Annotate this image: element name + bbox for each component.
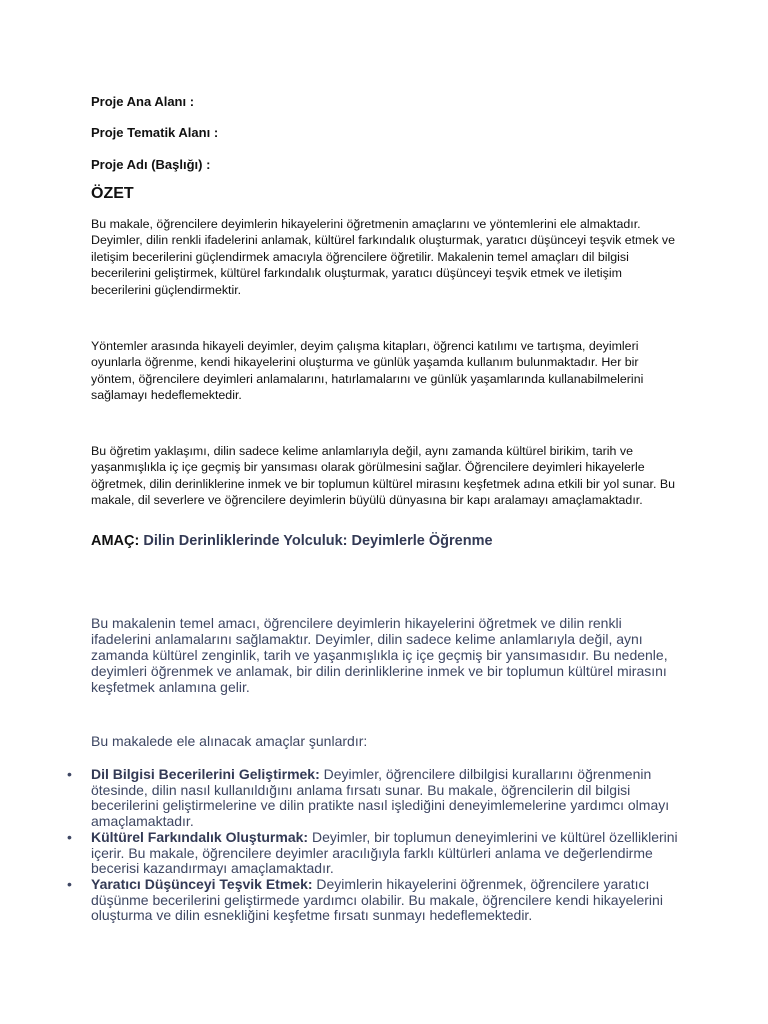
- amac-label: AMAÇ:: [91, 533, 140, 549]
- list-item: [67, 875, 683, 924]
- bullet-icon: •: [67, 828, 72, 845]
- bullet-icon: •: [67, 766, 72, 782]
- amac-paragraph: Bu makalenin temel amacı, öğrencilere deyimlerin hikayelerini öğretmek ve dilin renkli ifadelerini anlamalarını sağlamaktır. Deyimler, dilin sadece kelime anlamlarıyla değil, aynı zamanda kültürel zenginlik, tarih ve yaşanmışlıkla iç içe geçmiş bir yansımasıdır. Bu nedenle, deyimleri öğrenmek ve anlamak, bir dilin derinliklerine inmek ve bir toplumun kültürel mirasını keşfetmek anlamına gelir.: [91, 615, 668, 695]
- field-proje-ana-alani: Proje Ana Alanı :: [91, 94, 195, 109]
- field-proje-tematik-alani: Proje Tematik Alanı :: [91, 125, 219, 140]
- amac-list: [67, 766, 683, 924]
- field-proje-adi: Proje Adı (Başlığı) :: [91, 157, 211, 172]
- list-item-text: Deyimler, öğrencilere dilbilgisi kurallarını öğrenmenin ötesinde, dilin nasıl kullanıldığını anlama fırsatı sunar. Bu makale, öğrencilerin dil bilgisi becerilerini geliştirmelerine ve dilin pratikte nasıl işlediğini deneyimlemelerine yardımcı olmayı amaçlamaktadır.: [91, 766, 670, 830]
- list-item-term: Dil Bilgisi Becerilerini Geliştirmek:: [91, 766, 320, 782]
- list-item-text: Deyimler, bir toplumun deneyimlerini ve kültürel özelliklerini içerir. Bu makale, öğrencilere deyimler aracılığıyla farklı kültürleri anlama ve değerlendirme becerisi kazandırmayı amaçlamaktadır.: [91, 828, 678, 877]
- list-item-term: Kültürel Farkındalık Oluşturmak:: [91, 828, 309, 845]
- amac-title: Dilin Derinliklerinde Yolculuk: Deyimlerle Öğrenme: [143, 533, 493, 549]
- amac-heading: [91, 533, 493, 549]
- list-item-text: Deyimlerin hikayelerini öğrenmek, öğrencilere yaratıcı düşünme becerilerini geliştirmede yardımcı olabilir. Bu makale, öğrencilere kendi hikayelerini oluşturma ve dilin esnekliğini keşfetme fırsatı sunmayı hedeflemektedir.: [91, 875, 663, 924]
- ozet-paragraph-3: Bu öğretim yaklaşımı, dilin sadece kelime anlamlarıyla değil, aynı zamanda kültürel birikim, tarih ve yaşanmışlıkla iç içe geçmiş bir yansıması olarak görülmesini sağlar. Öğrencilere deyimleri hikayelerle öğretmek, dilin derinliklerine inmek ve bir toplumun kültürel mirasını keşfetmek adına etkili bir yol sunar. Bu makale, dil severlere ve öğrencilere deyimlerin büyülü dünyasına bir kapı aralamayı amaçlamaktadır.: [91, 444, 675, 508]
- amac-intro: Bu makalede ele alınacak amaçlar şunlardır:: [91, 733, 368, 749]
- list-item: [67, 766, 683, 830]
- ozet-paragraph-2: Yöntemler arasında hikayeli deyimler, deyim çalışma kitapları, öğrenci katılımı ve tartışma, deyimleri oyunlarla öğrenme, kendi hikayelerini oluşturma ve günlük yaşamda kullanım bulunmaktadır. Her bir yöntem, öğrencilere deyimleri anlamalarını, hatırlamalarını ve günlük yaşamlarında kullanabilmelerini sağlamayı hedeflemektedir.: [91, 339, 644, 403]
- list-item: [67, 828, 683, 877]
- ozet-heading: ÖZET: [91, 185, 134, 202]
- ozet-paragraph-1: Bu makale, öğrencilere deyimlerin hikayelerini öğretmenin amaçlarını ve yöntemlerini ele almaktadır. Deyimler, dilin renkli ifadelerini anlamak, kültürel farkındalık oluşturmak, yaratıcı düşünceyi teşvik etmek ve iletişim becerilerini güçlendirmek amacıyla öğrencilere öğretilir. Makalenin temel amaçları dil bilgisi becerilerini geliştirmek, kültürel farkındalık oluşturmak, yaratıcı düşünceyi teşvik etmek ve iletişim becerilerini güçlendirmektir.: [91, 217, 675, 297]
- bullet-icon: •: [67, 875, 72, 892]
- list-item-term: Yaratıcı Düşünceyi Teşvik Etmek:: [91, 875, 313, 892]
